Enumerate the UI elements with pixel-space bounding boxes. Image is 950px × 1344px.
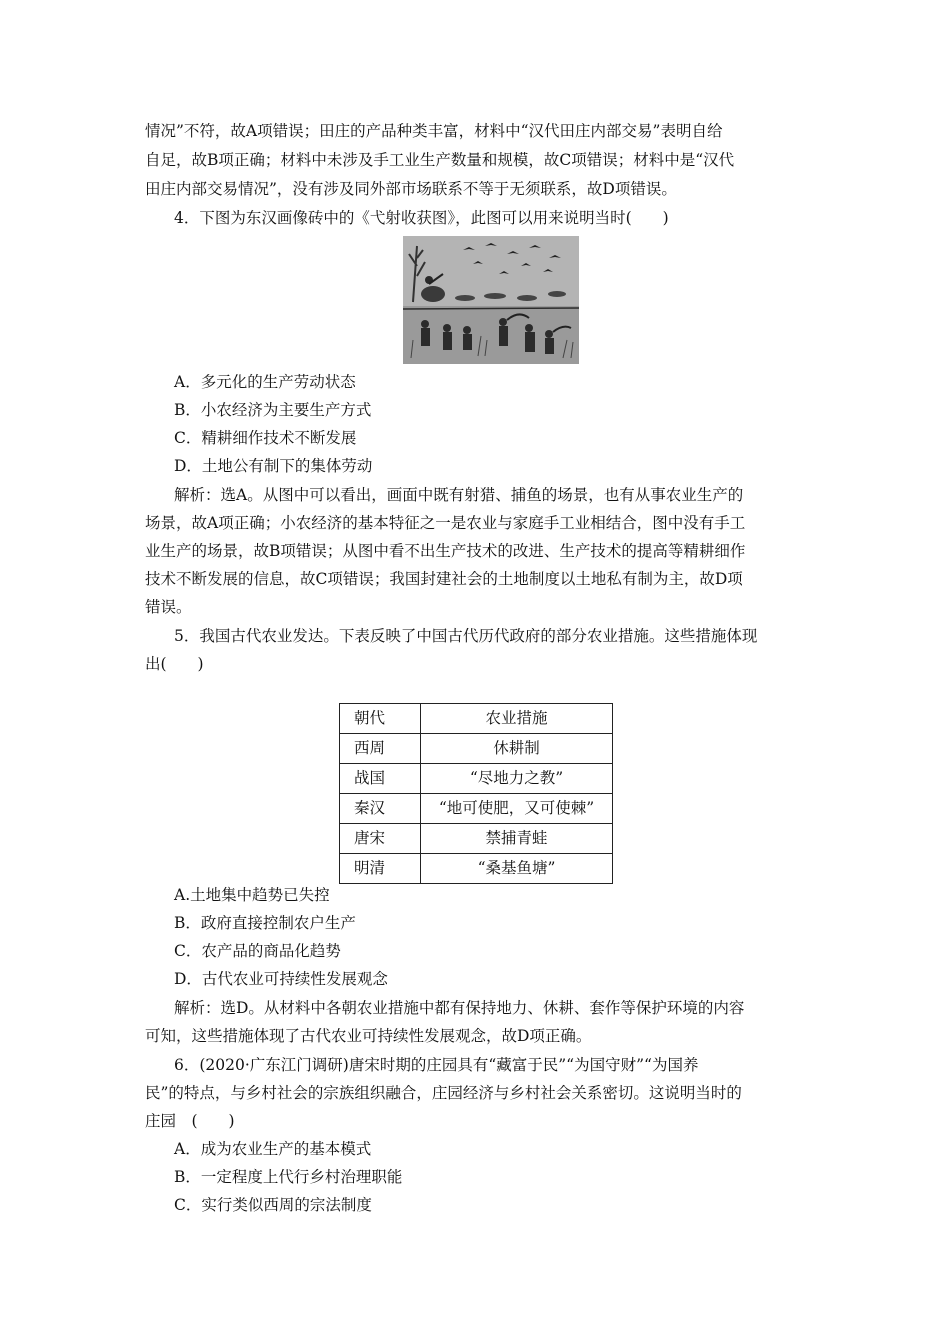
table-header-measure: 农业措施	[421, 704, 613, 734]
q5-analysis-line: 可知，这些措施体现了古代农业可持续性发展观念，故D项正确。	[145, 1027, 592, 1045]
q6-option-c: C．实行类似西周的宗法制度	[174, 1196, 372, 1214]
relief-illustration	[403, 236, 579, 364]
question-6-stem: 庄园 ( )	[145, 1112, 235, 1130]
table-cell-measure: 休耕制	[421, 734, 613, 764]
q4-analysis-line: 技术不断发展的信息，故C项错误；我国封建社会的土地制度以土地私有制为主，故D项	[145, 570, 743, 588]
q4-option-a: A．多元化的生产劳动状态	[174, 373, 356, 391]
table-row	[340, 824, 613, 854]
question-6-stem: 6．(2020·广东江门调研)唐宋时期的庄园具有“藏富于民”“为国守财”“为国养	[174, 1056, 699, 1074]
table-header-dynasty: 朝代	[340, 704, 421, 734]
table-cell-dynasty: 明清	[340, 854, 421, 884]
q4-option-c: C．精耕细作技术不断发展	[174, 429, 357, 447]
table-row	[340, 734, 613, 764]
q4-option-d: D．土地公有制下的集体劳动	[174, 457, 373, 475]
q5-option-b: B．政府直接控制农户生产	[174, 914, 356, 932]
table-row	[340, 794, 613, 824]
table-cell-dynasty: 战国	[340, 764, 421, 794]
table-cell-dynasty: 西周	[340, 734, 421, 764]
question-5-stem: 出( )	[145, 655, 204, 673]
q5-option-c: C．农产品的商品化趋势	[174, 942, 341, 960]
paragraph-line: 情况”不符，故A项错误；田庄的产品种类丰富，材料中“汉代田庄内部交易”表明自给	[145, 122, 723, 140]
table-cell-measure: “地可使肥，又可使棘”	[421, 794, 613, 824]
q4-analysis-line: 业生产的场景，故B项错误；从图中看不出生产技术的改进、生产技术的提高等精耕细作	[145, 542, 746, 560]
table-cell-measure: 禁捕青蛙	[421, 824, 613, 854]
q4-analysis-line: 场景，故A项正确；小农经济的基本特征之一是农业与家庭手工业相结合，图中没有手工	[145, 514, 746, 532]
q5-option-a: A.土地集中趋势已失控	[174, 886, 330, 904]
question-5-stem: 5．我国古代农业发达。下表反映了中国古代历代政府的部分农业措施。这些措施体现	[174, 627, 758, 645]
table-cell-dynasty: 唐宋	[340, 824, 421, 854]
table-cell-measure: “桑基鱼塘”	[421, 854, 613, 884]
q4-analysis-line: 解析：选A。从图中可以看出，画面中既有射猎、捕鱼的场景，也有从事农业生产的	[174, 486, 744, 504]
paragraph-line: 自足，故B项正确；材料中未涉及手工业生产数量和规模，故C项错误；材料中是“汉代	[145, 151, 735, 169]
table-row	[340, 854, 613, 884]
q6-option-b: B．一定程度上代行乡村治理职能	[174, 1168, 403, 1186]
table-cell-dynasty: 秦汉	[340, 794, 421, 824]
table-row	[340, 764, 613, 794]
q4-analysis-line: 错误。	[145, 598, 192, 616]
q6-option-a: A．成为农业生产的基本模式	[174, 1140, 372, 1158]
question-4-stem: 4．下图为东汉画像砖中的《弋射收获图》，此图可以用来说明当时( )	[174, 209, 669, 227]
table-cell-measure: “尽地力之教”	[421, 764, 613, 794]
hunting-harvest-relief-image	[403, 236, 579, 364]
q5-option-d: D．古代农业可持续性发展观念	[174, 970, 388, 988]
agricultural-measures-table	[339, 703, 613, 884]
q5-analysis-line: 解析：选D。从材料中各朝农业措施中都有保持地力、休耕、套作等保护环境的内容	[174, 999, 745, 1017]
table-header-row	[340, 704, 613, 734]
q4-option-b: B．小农经济为主要生产方式	[174, 401, 372, 419]
paragraph-line: 田庄内部交易情况”，没有涉及同外部市场联系不等于无须联系，故D项错误。	[145, 180, 677, 198]
question-6-stem: 民”的特点，与乡村社会的宗族组织融合，庄园经济与乡村社会关系密切。这说明当时的	[145, 1084, 742, 1102]
